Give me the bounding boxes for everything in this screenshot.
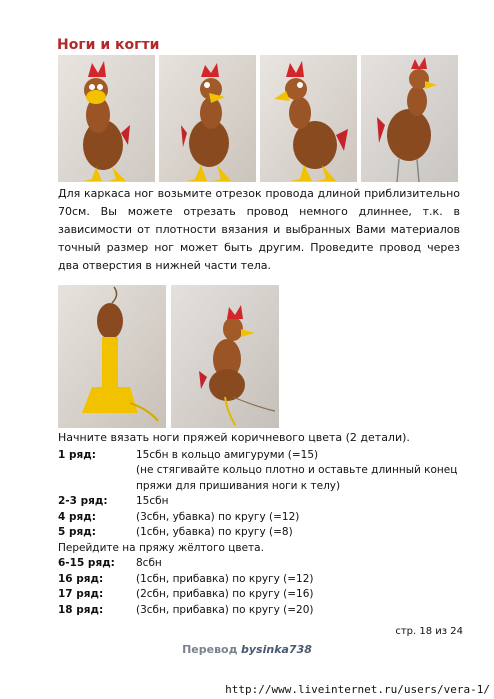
credit-author: bysinka738 (241, 643, 312, 656)
section-title: Ноги и когти (57, 37, 160, 53)
row-label: 1 ряд: (58, 448, 96, 461)
rooster-photo-1 (58, 55, 155, 182)
row-text: 15сбн в кольцо амигуруми (=15) (136, 448, 319, 461)
row-text: (3сбн, убавка) по кругу (=12) (136, 510, 300, 523)
pattern-row (58, 572, 468, 588)
row-note: (не стягивайте кольцо плотно и оставьте длинный конец пряжи для пришивания ноги к телу) (136, 464, 458, 492)
page-number: стр. 18 из 24 (395, 626, 463, 637)
yarn-switch-note: Перейдите на пряжу жёлтого цвета. (58, 541, 264, 554)
row-label: 4 ряд: (58, 510, 96, 523)
intro-paragraph: Для каркаса ног возьмите отрезок провода длиной приблизительно 70см. Вы можете отрезать провод немного длиннее, т.к. в зависимости от плотности вязания и выбранных Вами материалов точный размер ног может быть другим. Проведите провод через два отверстия в нижней части тела. (58, 187, 460, 272)
row-label: 18 ряд: (58, 603, 104, 616)
pattern-instructions (58, 430, 468, 618)
row-text: (1сбн, убавка) по кругу (=8) (136, 526, 293, 538)
pattern-row (58, 556, 468, 572)
leg-wire-photo (58, 285, 166, 428)
row-label: 5 ряд: (58, 526, 96, 538)
row-label: 6-15 ряд: (58, 557, 115, 569)
pattern-row (58, 587, 468, 603)
row-text: (2сбн, прибавка) по кругу (=16) (136, 588, 314, 600)
translator-credit (0, 643, 494, 656)
row-text: (1сбн, прибавка) по кругу (=12) (136, 572, 314, 585)
pattern-row (58, 525, 468, 541)
row-text: 15сбн (136, 495, 169, 507)
pattern-row (58, 494, 468, 510)
rooster-photo-3 (260, 55, 357, 182)
rooster-photo-2 (159, 55, 256, 182)
credit-prefix: Перевод (182, 643, 238, 656)
row-label: 16 ряд: (58, 572, 104, 585)
rooster-photo-4 (361, 55, 458, 182)
pattern-row (58, 603, 468, 619)
pattern-lead: Начните вязать ноги пряжей коричневого цвета (2 детали). (58, 431, 410, 444)
row-text: 8сбн (136, 557, 162, 569)
rooster-with-wire-photo (171, 285, 279, 428)
source-url: http://www.liveinternet.ru/users/vera-1/ (225, 683, 490, 696)
row-text: (3сбн, прибавка) по кругу (=20) (136, 603, 314, 616)
row-label: 17 ряд: (58, 588, 104, 600)
pattern-row (58, 510, 468, 526)
pattern-row (58, 448, 468, 464)
row-label: 2-3 ряд: (58, 495, 108, 507)
